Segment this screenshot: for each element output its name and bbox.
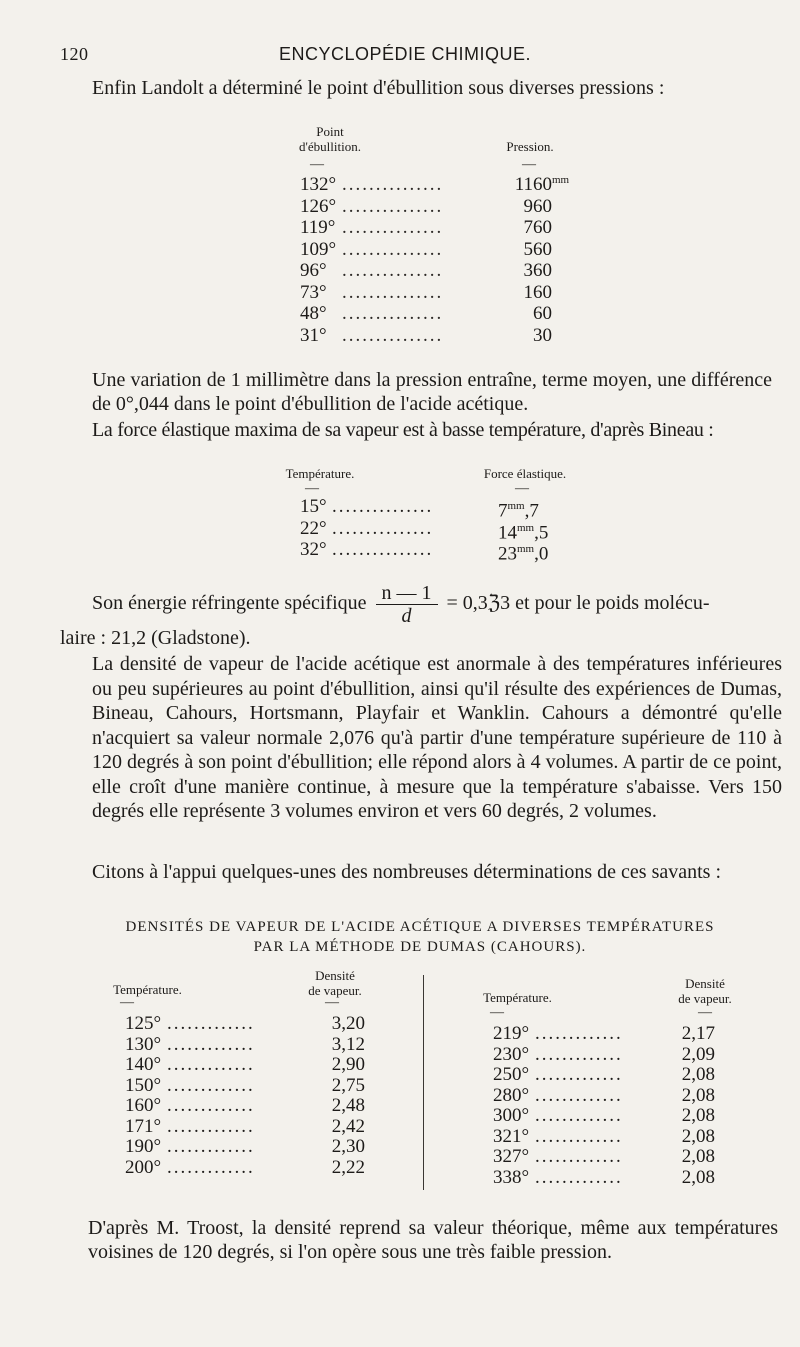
table-row [300, 539, 580, 565]
refractive-line-2: laire : 21,2 (Gladstone). [60, 627, 251, 649]
table-row [493, 1106, 715, 1127]
temperature-cell: 300° [493, 1105, 530, 1126]
pressure-unit: mm [552, 174, 570, 186]
force-unit: mm [517, 521, 535, 534]
temperature-cell: 190° [125, 1136, 162, 1157]
density-cell: 2,08 [681, 1125, 715, 1147]
leader-dots: ............... [342, 281, 444, 303]
temperature-cell: 22° [300, 517, 327, 539]
temperature-cell: 338° [493, 1166, 530, 1188]
table-row [300, 496, 580, 522]
paragraph-citons: Citons à l'appui quelques-unes des nombreuses déterminations de ces savants : [92, 861, 722, 883]
table-row [300, 303, 580, 325]
leader-dots: ............. [535, 1166, 623, 1188]
table-row [300, 325, 580, 347]
pressure-cell [524, 260, 553, 282]
density-cell: 2,30 [331, 1136, 365, 1157]
force-unit: mm [507, 500, 525, 512]
pressure-value: 60 [533, 303, 552, 324]
page-number: 120 [60, 44, 89, 64]
table-row [125, 1158, 365, 1179]
temperature-cell: 250° [493, 1064, 530, 1085]
pressure-value: 560 [523, 238, 552, 260]
table1-rows [300, 174, 580, 346]
leader-dots: ............. [535, 1084, 623, 1106]
leader-dots: ............... [342, 324, 444, 346]
table3-left-head-dens-2: de vapeur. [308, 983, 362, 998]
table-row [125, 1055, 365, 1076]
table-row [125, 1117, 365, 1138]
pressure-cell [533, 325, 552, 347]
pressure-cell [524, 239, 553, 261]
table-row [493, 1147, 715, 1168]
force-cell [498, 539, 548, 565]
table-row [493, 1065, 715, 1086]
leader-dots: ............. [167, 1033, 255, 1055]
temperature-cell: 130° [125, 1033, 162, 1055]
density-cell: 2,09 [681, 1043, 715, 1065]
temperature-cell: 31° [300, 324, 327, 346]
pressure-cell [533, 303, 552, 325]
leader-dots: ............... [342, 195, 444, 217]
density-cell: 2,08 [681, 1146, 715, 1167]
book-page: 120 ENCYCLOPÉDIE CHIMIQUE. Enfin Landolt a déterminé le point d'ébullition sous diverses pressions : Point d'ébullition. Pression. — — 132° ............... 1160 mm 126° ............... 960 119° ............... 760 109° ............... 560 96° ............... 360 73° ............... 160 48° ............... 60 31° ............... 30 Une variation de 1 millimètre dans la pression entraîne, terme moyen, une différence de 0°,044 dans le point d'ébullition de l'acide acétique. La force élastique maxima de sa vapeur est à basse température, d'après Bineau : Température. Force élastique. — — 15° ............... $7^{mm},7$ 22° ............... $14^{mm},5$ 32° ............... $23^{mm},0$ Son énergie réfringente spécifique $\frac{n — 1}{d}$ = 0,3ℨ3 et pour le poids molécu- laire : 21,2 (Gladstone). La densité de vapeur de l'acide acétique est anormale à des températures inférieures ou peu supérieures au point d'ébullition, ainsi qu'il résulte des expériences de Dumas, Bineau, Cahours, Hortsmann, Playfair et Wanklin. Cahours a démontré qu'elle n'acquiert sa valeur normale 2,076 qu'à partir d'une température supérieure de 110 à 120 degrés à son point d'ébullition; elle répond alors à 4 volumes. A partir de ce point, elle croît d'une manière continue, à mesure que la température s'abaisse. Vers 150 degrés elle représente 3 volumes environ et vers 60 degrés, 2 volumes. Citons à l'appui quelques-unes des nombreuses déterminations de ces savants : DENSITÉS DE VAPEUR DE L'ACIDE ACÉTIQUE A DIVERSES TEMPÉRATURES PAR LA MÉTHODE DE DUMAS (CAHOURS). Température. Densité de vapeur. — — Température. Densité de vapeur. — — 125° ............. 3,20 130° ............. 3,12 140° ............. 2,90 150° ............. 2,75 160° ............. 2,48 171° ............. 2,42 190° ............. 2,30 200° ............. 2,22 219° ............. 2,17 230° ............. 2,09 250° ............. 2,08 280° ............. 2,08 300° ............. 2,08 321° ............. 2,08 327° ............. 2,08 338° ............. 2,08 D'après M. Troost, la densité reprend sa valeur théorique, même aux températures voisines de 120 degrés, si l'on opère sous une très faible pression. [60, 44, 782, 1263]
table3-right-head-dens-2: de vapeur. [678, 991, 732, 1006]
pressure-value: 160 [523, 281, 552, 303]
table-row [300, 260, 580, 282]
fraction-denominator: d [401, 604, 412, 627]
pressure-value: 1160 [514, 174, 552, 195]
density-cell: 2,08 [681, 1166, 715, 1188]
table-row [300, 239, 580, 261]
temperature-cell: 119° [300, 217, 336, 238]
leader-dots: ............. [167, 1095, 255, 1116]
leader-dots: ............... [332, 496, 434, 517]
temperature-cell: 125° [125, 1013, 162, 1034]
force-value: 7 [498, 500, 508, 522]
paragraph-variation: Une variation de 1 millimètre dans la pression entraîne, terme moyen, une différence de 0°,044 dans le point d'ébullition de l'acide acétique. [92, 369, 772, 415]
temperature-cell: 32° [300, 539, 327, 560]
force-unit: mm [517, 543, 535, 555]
table2-rows [300, 496, 580, 565]
table3-right-rows [493, 1024, 715, 1188]
table1-head-left-2: d'ébullition. [299, 139, 361, 154]
temperature-cell: 200° [125, 1156, 162, 1178]
refractive-line [92, 578, 782, 628]
table-row [125, 1014, 365, 1035]
leader-dots: ............... [342, 174, 444, 195]
table2-head-left: Température. [285, 466, 355, 481]
pressure-value: 30 [533, 324, 552, 346]
temperature-cell: 219° [493, 1023, 530, 1044]
table3-title-line-1: DENSITÉS DE VAPEUR DE L'ACIDE ACÉTIQUE A DIVERSES TEMPÉRATURES [125, 919, 715, 935]
table-row [493, 1024, 715, 1045]
leader-dots: ............. [535, 1105, 623, 1126]
leader-dots: ............... [332, 517, 434, 539]
leader-dots: ............. [535, 1125, 623, 1147]
table-row [300, 217, 580, 239]
density-cell: 2,08 [681, 1064, 715, 1085]
table1-head-right: Pression. [506, 139, 554, 154]
table-row [300, 282, 580, 304]
pressure-cell [524, 217, 553, 239]
running-title: ENCYCLOPÉDIE CHIMIQUE. [278, 44, 532, 64]
temperature-cell: 109° [300, 238, 337, 260]
density-cell: 2,75 [331, 1074, 365, 1096]
table-row [300, 517, 580, 543]
force-value: 14 [498, 521, 517, 543]
refractive-text-before: Son énergie réfringente spécifique [92, 592, 367, 614]
leader-dots: ............... [342, 217, 444, 238]
density-cell: 2,48 [331, 1095, 365, 1116]
intro-paragraph: Enfin Landolt a déterminé le point d'ébullition sous diverses pressions : [92, 77, 665, 99]
paragraph-density: La densité de vapeur de l'acide acétique est anormale à des températures inférieures ou peu supérieures au point d'ébullition, ainsi qu'il résulte des expériences de Dumas, Bineau, Cahours, Hortsmann, Playfair et Wanklin. Cahours a démontré qu'elle n'acquiert sa valeur normale 2,076 qu'à partir d'une température supérieure de 110 à 120 degrés à son point d'ébullition; elle répond alors à 4 volumes. A partir de ce point, elle croît d'une manière continue, à mesure que la température s'abaisse. Vers 150 degrés elle représente 3 volumes environ et vers 60 degrés, 2 volumes. [92, 653, 782, 822]
temperature-cell: 150° [125, 1074, 162, 1096]
table2-head-right: Force élastique. [483, 466, 567, 481]
leader-dots: ............. [167, 1013, 255, 1034]
force-decimal: ,0 [534, 543, 549, 565]
temperature-cell: 96° [300, 260, 327, 281]
leader-dots: ............. [167, 1054, 255, 1075]
table-row [493, 1127, 715, 1148]
temperature-cell: 126° [300, 195, 337, 217]
density-cell: 2,08 [681, 1105, 715, 1126]
temperature-cell: 230° [493, 1043, 530, 1065]
leader-dots: ............. [535, 1146, 623, 1167]
table1-head-left-1: Point [316, 124, 344, 139]
pressure-cell [514, 174, 570, 196]
density-cell: 3,12 [331, 1033, 365, 1055]
leader-dots: ............... [342, 238, 444, 260]
force-value: 23 [498, 543, 517, 565]
force-decimal: ,5 [534, 521, 549, 543]
table-row [493, 1045, 715, 1066]
pressure-value: 760 [523, 217, 552, 238]
paragraph-troost: D'après M. Troost, la densité reprend sa valeur théorique, même aux températures voisines de 120 degrés, si l'on opère sous une très faible pression. [88, 1217, 778, 1263]
table-row [125, 1137, 365, 1158]
density-cell: 2,22 [331, 1156, 365, 1178]
leader-dots: ............. [535, 1043, 623, 1065]
table3-right-head-temp: Température. [483, 990, 552, 1005]
pressure-value: 960 [523, 195, 552, 217]
density-cell: 2,08 [681, 1084, 715, 1106]
density-cell: 2,90 [331, 1054, 365, 1075]
leader-dots: ............. [167, 1074, 255, 1096]
table-row [125, 1096, 365, 1117]
leader-dots: ............. [167, 1115, 255, 1137]
temperature-cell: 280° [493, 1084, 530, 1106]
temperature-cell: 140° [125, 1054, 162, 1075]
table3-title-line-2: PAR LA MÉTHODE DE DUMAS (CAHOURS). [253, 939, 587, 955]
temperature-cell: 73° [300, 281, 327, 303]
temperature-cell: 48° [300, 303, 327, 324]
leader-dots: ............... [342, 260, 444, 281]
vapor-density-table: Température. Densité de vapeur. — — Température. Densité de vapeur. — — 125° ............. 3,20 130° ............. 3,12 140° ............. 2,90 150° ............. 2,75 160° ............. 2,48 171° ............. 2,42 190° ............. 2,30 200° ............. 2,22 219° ............. 2,17 230° ............. 2,09 250° ............. 2,08 280° ............. 2,08 300° ............. 2,08 321° ............. 2,08 327° ............. 2,08 338° ............. 2,08 [100, 968, 760, 1198]
table-row [125, 1035, 365, 1056]
refractive-text-after: = 0,3ℨ3 et pour le poids molécu- [446, 592, 710, 614]
table3-right-head-dens-1: Densité [685, 976, 725, 991]
table-row [493, 1168, 715, 1189]
leader-dots: ............... [332, 539, 434, 560]
table3-divider [423, 975, 424, 1190]
fraction-numerator: n — 1 [376, 582, 438, 605]
table3-left-head-temp: Température. [113, 982, 182, 997]
table-row [300, 196, 580, 218]
temperature-cell: 171° [125, 1115, 162, 1137]
refractive-fraction [376, 582, 438, 627]
density-cell: 2,17 [681, 1023, 715, 1044]
force-decimal: ,7 [524, 500, 539, 522]
temperature-cell: 160° [125, 1095, 162, 1116]
table-row [300, 174, 580, 196]
leader-dots: ............... [342, 303, 444, 324]
leader-dots: ............. [535, 1064, 623, 1085]
temperature-cell: 327° [493, 1146, 530, 1167]
table3-left-head-dens-1: Densité [315, 968, 355, 983]
pressure-cell [524, 196, 553, 218]
leader-dots: ............. [167, 1156, 255, 1178]
density-cell: 3,20 [331, 1013, 365, 1034]
temperature-cell: 132° [300, 174, 337, 195]
pressure-cell [524, 282, 553, 304]
temperature-cell: 15° [300, 496, 327, 517]
leader-dots: ............. [535, 1023, 623, 1044]
density-cell: 2,42 [331, 1115, 365, 1137]
leader-dots: ............. [167, 1136, 255, 1157]
paragraph-force: La force élastique maxima de sa vapeur est à basse température, d'après Bineau : [92, 419, 714, 441]
pressure-value: 360 [523, 260, 552, 281]
table-row [493, 1086, 715, 1107]
table3-left-rows [125, 1014, 365, 1178]
table-row [125, 1076, 365, 1097]
temperature-cell: 321° [493, 1125, 530, 1147]
